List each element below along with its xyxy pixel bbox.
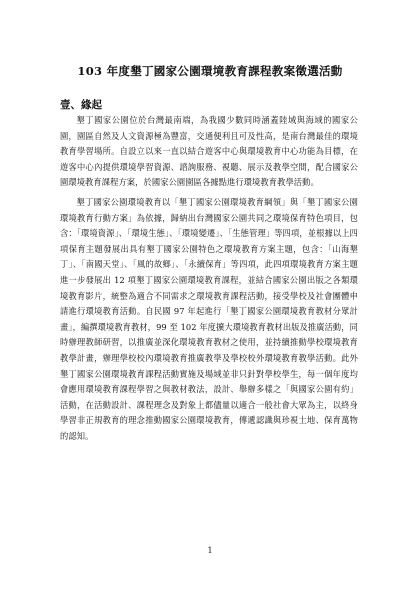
document-title: 103 年度墾丁國家公園環境教育課程教案徵選活動 — [77, 64, 343, 78]
section-heading: 壹、緣起 — [60, 99, 102, 111]
paragraph-1: 墾丁國家公園位於台灣最南端，為我國少數同時涵蓋陸域與海域的國家公園，園區自然及人文資源極為豐富，交通便利且可及性高，是南台灣最佳的環境教育學習場所。自設立以來一直以結合遊客中心與環境教育中心功能為目標，在遊客中心內提供環境學習資源、諮詢服務、視聽、展示及教學空間，配合國家公園環境教育課程方案，於國家公園園區各據點進行環境教育教學活動。 — [60, 115, 358, 188]
paragraph-2: 墾丁國家公園環境教育以「墾丁國家公園環境教育綱領」與「墾丁國家公園環境教育行動方案」為依據，歸納出台灣國家公園共同之環境保育特色項目，包含：「環境資源」、「環境生態」、「環境變遷」、「生態管理」等四項，並根據以上四項保育主題發展出具有墾丁國家公園特色之環境教育方案主題，包含：「山海墾丁」、「南國天堂」、「風的故鄉」、「永續保育」等四項，此四項環境教育方案主題進一步發展出 12 項墾丁國家公園環境教育課程，並結合國家公園出版之各類環境教育影片，統整為適合不同需求之環境教育課程活動，接受學校及社會團體申請進行環境教育活動。自民國 97 年起進行「墾丁國家公園環境教育教材分眾計畫」，編撰環境教育教材，99 至 102 年度擴大環境教育教材出版及推廣活動，同時辦理教師研習，以推廣並深化環境教育教材之使用，並持續推動學校環境教育教學計畫，辦理學校校內環境教育推廣教學及學校校外環境教育教學活動。此外墾丁國家公園環境教育課程活動實施及場域並非只針對學校學生，每一個年度均會應用環境教育課程學習之與教材教法，設計、舉辦多樣之「與國家公園有約」活動，在活動設計、課程理念及對象上都儘量以適合一般社會大眾為主，以終身學習非正規教育的理念推動國家公園環境教育，傳遞認識與珍視土地、保育萬物的認知。 — [60, 197, 358, 441]
page-number: 1 — [207, 546, 213, 555]
